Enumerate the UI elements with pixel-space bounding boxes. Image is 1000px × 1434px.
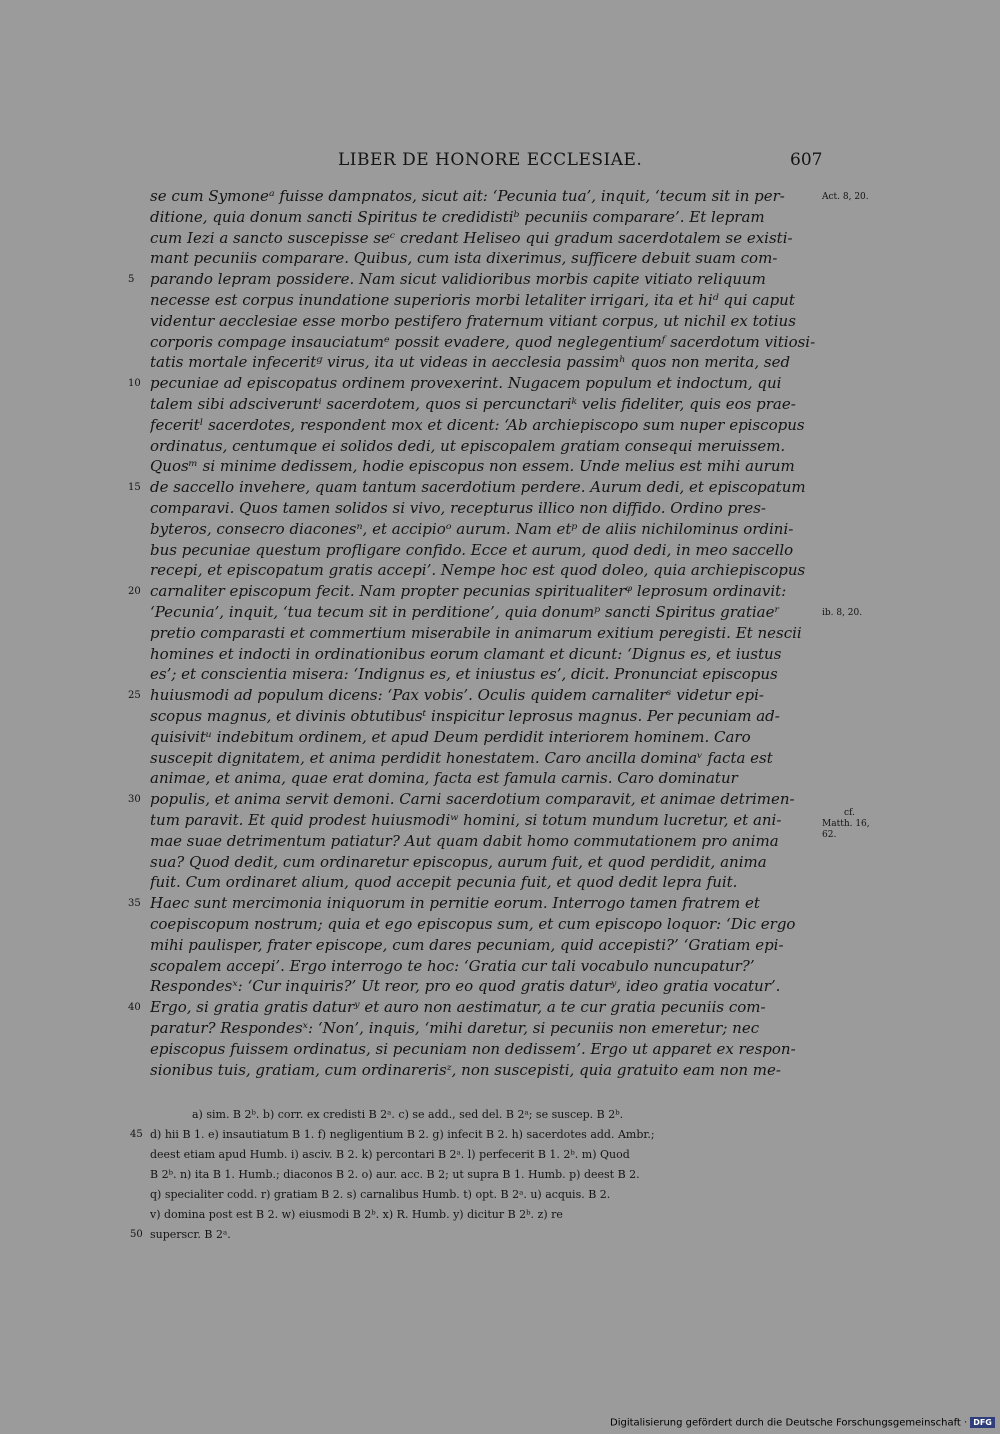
text-line: sionibus tuis, gratiam, cum ordinarerisᶻ, non suscepisti, quia gratuito eam non me- (150, 1060, 781, 1079)
line-number: 35 (128, 898, 141, 910)
text-line: ‘Pecunia’, inquit, ‘tua tecum sit in perditione’, quia donumᵖ sancti Spiritus gratiaeʳ (150, 603, 780, 621)
line-number: 50 (130, 1229, 143, 1240)
line-number: 30 (128, 794, 141, 806)
line-number: 5 (128, 274, 135, 286)
text-line: huiusmodi ad populum dicens: ‘Pax vobis’. Oculis quidem carnaliterˢ videtur epi- (150, 686, 764, 705)
footnote-line: a) sim. B 2ᵇ. b) corr. ex credisti B 2ᵃ. c) se add., sed del. B 2ᵃ; se suscep. B 2ᵇ. (192, 1108, 624, 1121)
text-line: pretio comparasti et commertium miserabile in animarum exitium peregisti. Et nescii (150, 623, 802, 642)
text-line: fuit. Cum ordinaret alium, quod accepit pecunia fuit, et quod dedit lepra fuit. (150, 873, 738, 892)
text-line: es’; et conscientia misera: ‘Indignus es, et iniustus es’, dicit. Pronunciat episcopus (150, 665, 778, 684)
text-line: Ergo, si gratia gratis daturʸ et auro non aestimatur, a te cur gratia pecuniis com- (150, 998, 766, 1017)
line-number: 20 (128, 586, 141, 598)
text-line: scopalem accepi’. Ergo interrogo te hoc: ‘Gratia cur tali vocabulo nuncupatur?’ (150, 956, 755, 975)
text-line: byteros, consecro diaconesⁿ, et accipioᵒ aurum. Nam etᵖ de aliis nichilominus ordini- (150, 519, 794, 538)
text-line: paratur? Respondesˣ: ‘Non’, inquis, ‘mihi daretur, si pecuniis non emeretur; nec (150, 1019, 760, 1037)
margin-reference: cf. (844, 808, 855, 818)
text-line: corporis compage insauciatumᵉ possit evadere, quod neglegentiumᶠ sacerdotum vitiosi- (150, 332, 816, 351)
text-line: scopus magnus, et divinis obtutibusᵗ inspicitur leprosus magnus. Per pecuniam ad- (150, 707, 780, 725)
footnote-line: B 2ᵇ. n) ita B 1. Humb.; diaconos B 2. o) aur. acc. B 2; ut supra B 1. Humb. p) deest B 2. (150, 1168, 640, 1181)
footnote-line: q) specialiter codd. r) gratiam B 2. s) carnalibus Humb. t) opt. B 2ᵃ. u) acquis. B 2. (150, 1188, 611, 1201)
footnote-line: superscr. B 2ᵃ. (150, 1228, 231, 1241)
text-line: necesse est corpus inundatione superioris morbi letaliter irrigari, ita et hiᵈ qui caput (150, 291, 795, 309)
text-line: feceritˡ sacerdotes, respondent mox et dicent: ‘Ab archiepiscopo sum nuper episcopus (150, 415, 805, 434)
text-line: homines et indocti in ordinationibus eorum clamant et dicunt: ‘Dignus es, et iustus (150, 644, 782, 663)
text-line: bus pecuniae questum profligare confido. Ecce et aurum, quod dedi, in meo saccello (150, 540, 794, 559)
line-number: 45 (130, 1129, 143, 1140)
line-number: 40 (128, 1002, 141, 1014)
text-line: animae, et anima, quae erat domina, facta est famula carnis. Caro dominatur (150, 769, 738, 788)
page-title: LIBER DE HONORE ECCLESIAE. (338, 150, 643, 170)
text-line: de saccello invehere, quam tantum sacerdotium perdere. Aurum dedi, et episcopatum (150, 478, 806, 497)
margin-reference: Act. 8, 20. (822, 192, 869, 202)
text-line: mihi paulisper, frater episcope, cum dares pecuniam, quid accepisti?’ ‘Gratiam epi- (150, 935, 784, 954)
text-line: parando lepram possidere. Nam sicut validioribus morbis capite vitiato reliquum (150, 270, 766, 289)
text-line: suscepit dignitatem, et anima perdidit honestatem. Caro ancilla dominaᵛ facta est (150, 748, 773, 767)
dfg-logo: DFG (970, 1417, 995, 1428)
text-line: ditione, quia donum sancti Spiritus te credidistiᵇ pecuniis comparare’. Et lepram (150, 207, 765, 226)
running-header (0, 150, 1000, 176)
text-line: talem sibi adsciveruntⁱ sacerdotem, quos si percunctariᵏ velis fideliter, quis eos prae- (150, 395, 796, 413)
text-line: quisivitᵘ indebitum ordinem, et apud Deum perdidit interiorem hominem. Caro (150, 727, 751, 746)
text-line: Haec sunt mercimonia iniquorum in pernitie eorum. Interrogo tamen fratrem et (150, 894, 760, 913)
text-line: videntur aecclesiae esse morbo pestifero fraternum vitiant corpus, ut nichil ex totius (150, 311, 796, 330)
text-line: recepi, et episcopatum gratis accepi’. Nempe hoc est quod doleo, quia archiepiscopus (150, 561, 806, 580)
footnote-line: v) domina post est B 2. w) eiusmodi B 2ᵇ. x) R. Humb. y) dicitur B 2ᵇ. z) re (150, 1208, 563, 1221)
text-line: Respondesˣ: ‘Cur inquiris?’ Ut reor, pro eo quod gratis daturʸ, ideo gratia vocatur’. (150, 977, 781, 996)
text-line: pecuniae ad episcopatus ordinem provexerint. Nugacem populum et indoctum, qui (150, 374, 782, 393)
text-line: populis, et anima servit demoni. Carni sacerdotium comparavit, et animae detrimen- (150, 790, 795, 809)
footnote-line: d) hii B 1. e) insautiatum B 1. f) negligentium B 2. g) infecit B 2. h) sacerdotes add. Ambr.; (150, 1128, 655, 1141)
text-line: sua? Quod dedit, cum ordinaretur episcopus, aurum fuit, et quod perdidit, anima (150, 852, 767, 871)
text-line: carnaliter episcopum fecit. Nam propter pecunias spiritualiterᵠ leprosum ordinavit: (150, 582, 787, 601)
text-line: ordinatus, centumque ei solidos dedi, ut episcopalem gratiam consequi meruissem. (150, 436, 786, 455)
text-line: comparavi. Quos tamen solidos si vivo, recepturus illico non diffido. Ordino pres- (150, 499, 766, 517)
text-line: episcopus fuissem ordinatus, si pecuniam non dedissem’. Ergo ut apparet ex respon- (150, 1039, 796, 1058)
text-line: Quosᵐ si minime dedissem, hodie episcopus non essem. Unde melius est mihi aurum (150, 457, 795, 476)
text-line: mant pecuniis comparare. Quibus, cum ista dixerimus, sufficere debuit suam com- (150, 249, 778, 268)
text-line: se cum Symoneᵃ fuisse dampnatos, sicut ait: ‘Pecunia tua’, inquit, ‘tecum sit in per- (150, 187, 785, 205)
text-line: cum Iezi a sancto suscepisse seᶜ credant Heliseo qui gradum sacerdotalem se existi- (150, 228, 793, 247)
margin-reference: Matth. 16, 62. (822, 819, 870, 840)
footer-text: Digitalisierung gefördert durch die Deutsche Forschungsgemeinschaft · (610, 1417, 968, 1429)
text-line: mae suae detrimentum patiatur? Aut quam dabit homo commutationem pro anima (150, 831, 779, 850)
text-line: tum paravit. Et quid prodest huiusmodiʷ homini, si totum mundum lucretur, et ani- (150, 811, 782, 829)
margin-reference: ib. 8, 20. (822, 608, 863, 618)
line-number: 15 (128, 482, 141, 494)
page-number: 607 (790, 150, 823, 170)
line-number: 25 (128, 690, 141, 702)
funding-footer (610, 1417, 995, 1429)
footnote-line: deest etiam apud Humb. i) asciv. B 2. k) percontari B 2ᵃ. l) perfecerit B 1. 2ᵇ. m) Quod (150, 1148, 630, 1161)
text-line: tatis mortale infeceritᵍ virus, ita ut videas in aecclesia passimʰ quos non merita, sed (150, 353, 791, 372)
line-number: 10 (128, 378, 141, 390)
text-line: coepiscopum nostrum; quia et ego episcopus sum, et cum episcopo loquor: ‘Dic ergo (150, 915, 796, 933)
